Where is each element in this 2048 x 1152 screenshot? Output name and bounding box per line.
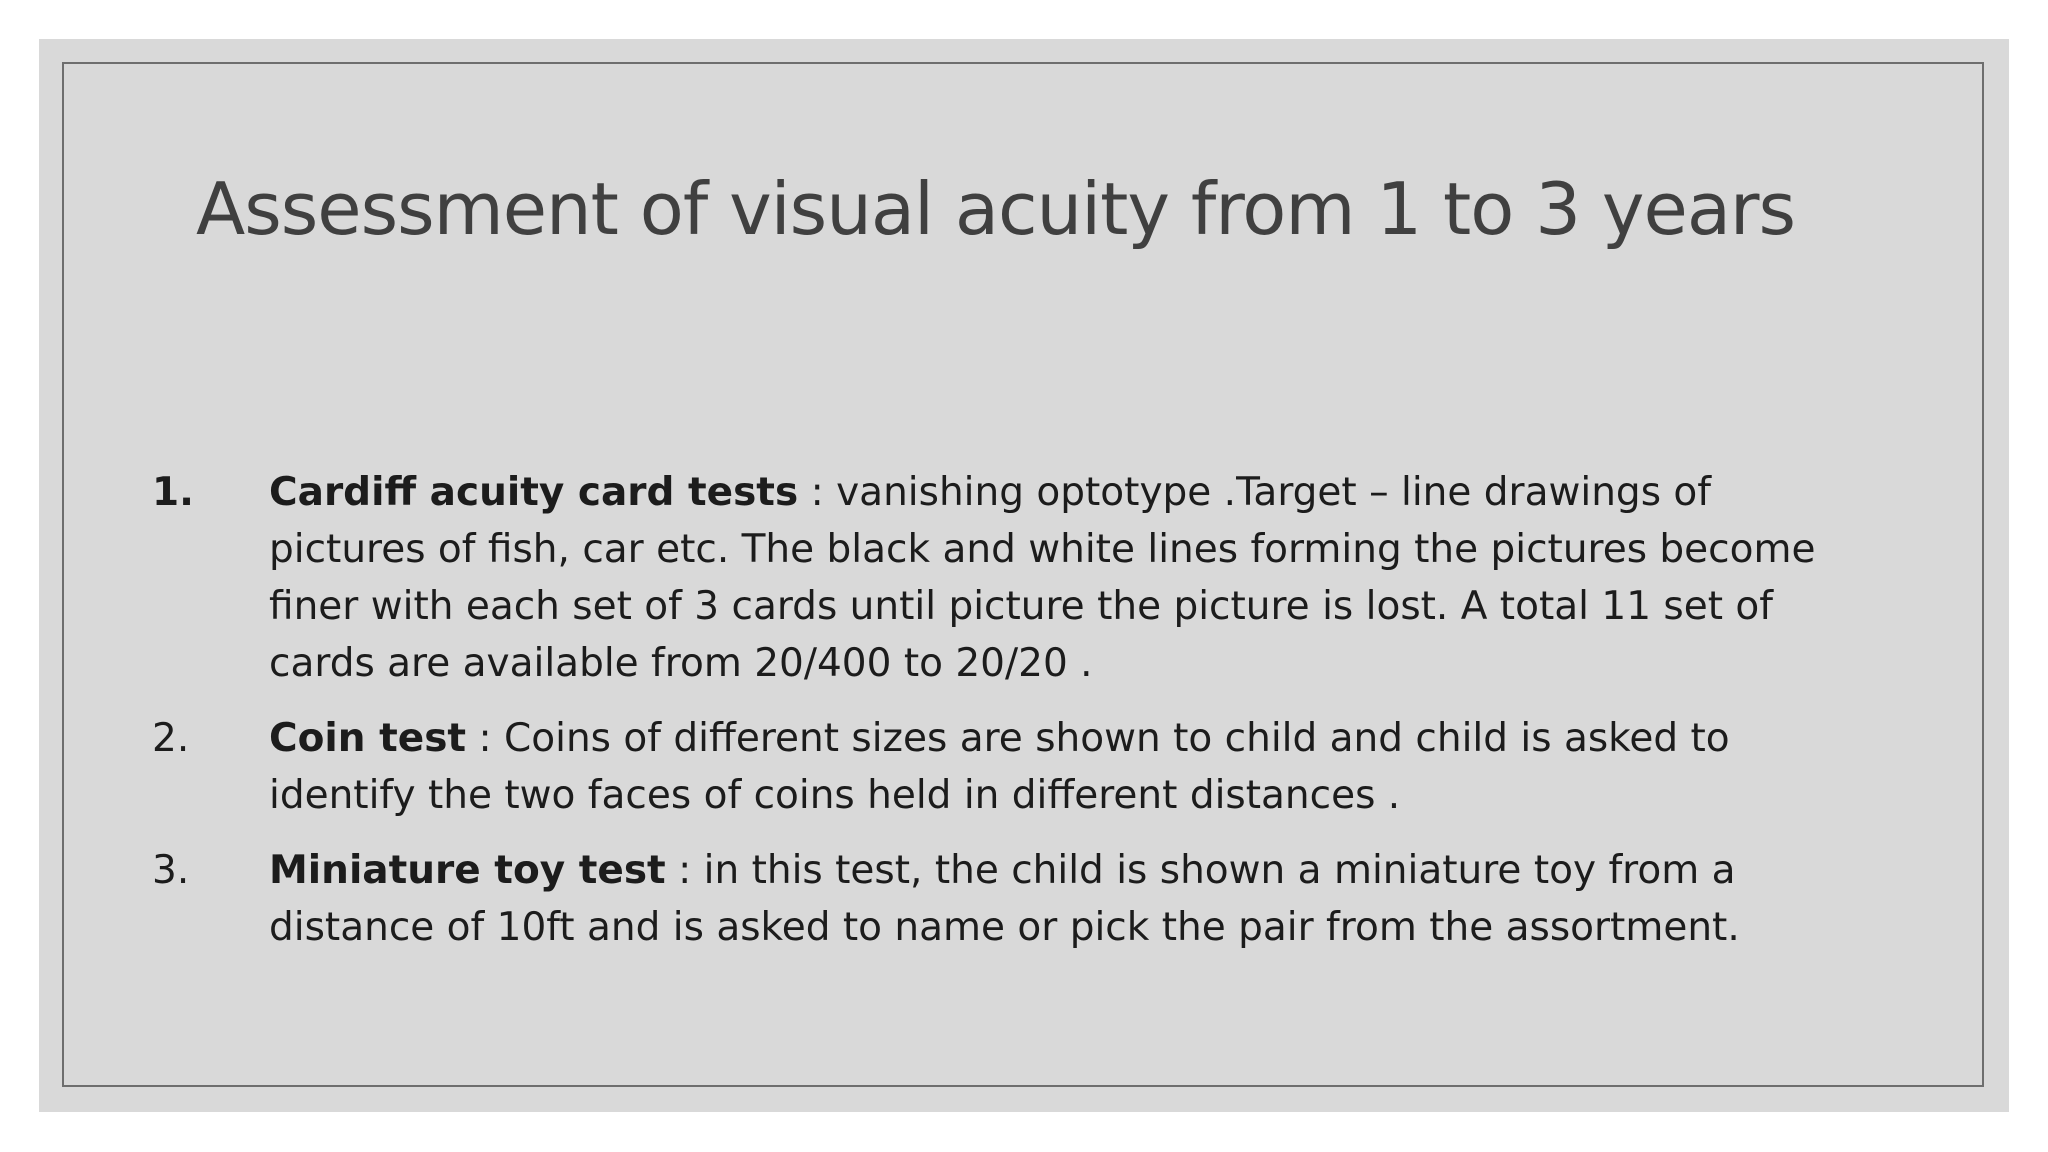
list-item-term: Miniature toy test bbox=[269, 848, 666, 893]
list-item-number: 1. bbox=[152, 470, 194, 515]
slide bbox=[39, 39, 2009, 1112]
list-item-text: : in this test, the child is shown a miniature toy from a distance of 10ft and is asked to name or pick the pair from the assortment. bbox=[269, 848, 1740, 950]
list-item bbox=[152, 842, 1872, 956]
list-item bbox=[152, 710, 1872, 824]
list-item bbox=[152, 464, 1872, 692]
list-item-number: 3. bbox=[152, 848, 190, 893]
list-item-text: : Coins of different sizes are shown to child and child is asked to identify the two faces of coins held in different distances . bbox=[269, 716, 1730, 818]
list-item-text: : vanishing optotype .Target – line drawings of pictures of fish, car etc. The black and white lines forming the pictures become finer with each set of 3 cards until picture the picture is lost. A total 11 set of cards are available from 20/400 to 20/20 . bbox=[269, 470, 1816, 686]
slide-title: Assessment of visual acuity from 1 to 3 years bbox=[196, 167, 1796, 251]
list-item-term: Cardiff acuity card tests bbox=[269, 470, 799, 515]
numbered-list bbox=[152, 464, 1872, 974]
list-item-number: 2. bbox=[152, 716, 190, 761]
list-item-term: Coin test bbox=[269, 716, 467, 761]
